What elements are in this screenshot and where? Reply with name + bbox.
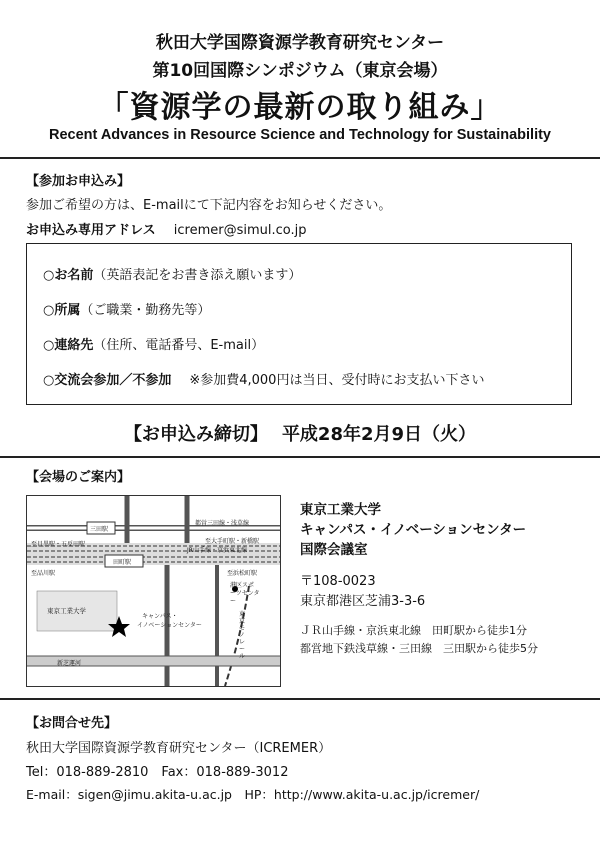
title-english: Recent Advances in Resource Science and Technology for Sustainability	[49, 127, 551, 143]
deadline-date: 平成28年2月9日（火）	[281, 424, 477, 445]
map-label-to-meguro: 至目黒駅・五反田駅	[31, 541, 86, 548]
map-label-titech: 東京工業大学	[47, 607, 86, 615]
form-item-label: ○交流会参加／不参加	[43, 373, 172, 388]
venue-heading: 【会場のご案内】	[26, 470, 131, 485]
contact-tel-fax: Tel：018-889-2810 Fax：018-889-3012	[26, 765, 289, 780]
map-label-to-shinagawa: 至品川駅	[31, 570, 56, 577]
venue-address: 東京都港区芝浦3-3-6	[300, 594, 426, 609]
venue-access-subway: 都営地下鉄浅草線・三田線 三田駅から徒歩5分	[300, 642, 538, 655]
map-label-cic-line2: イノベーションセンター	[137, 622, 202, 629]
form-item-note: ※参加費4,000円は当日、受付時にお支払い下さい	[189, 373, 485, 388]
venue-access-jr: ＪＲ山手線・京浜東北線 田町駅から徒歩1分	[300, 624, 527, 637]
map-label-jr-line: JR山手線・京浜東北線	[187, 547, 247, 554]
contact-org: 秋田大学国際資源学教育研究センター（ICREMER）	[26, 741, 332, 756]
form-item-name	[43, 264, 301, 283]
deadline	[0, 420, 600, 446]
form-item-affiliation	[43, 299, 210, 318]
map-label-tamachi: 田町駅	[113, 559, 132, 566]
form-item-note: （ご職業・勤務先等）	[80, 303, 211, 318]
registration-email-link[interactable]: icremer@simul.co.jp	[173, 223, 307, 238]
map-label-cic-line1: キャンパス・	[142, 613, 178, 620]
form-item-label: ○お名前	[43, 268, 94, 283]
map-label-asakusa-line: 都営三田線・浅草線	[195, 520, 250, 527]
organization-name: 秋田大学国際資源学教育研究センター	[155, 33, 445, 53]
contact-heading: 【お問合せ先】	[26, 716, 118, 731]
form-item-reception	[43, 369, 484, 388]
contact-email-hp[interactable]: E-mail：sigen@jimu.akita-u.ac.jp HP：http://www.akita-u.ac.jp/icremer/	[26, 787, 480, 802]
symposium-name: 第10回国際シンポジウム（東京会場）	[152, 61, 448, 81]
registration-form-box	[26, 243, 572, 405]
form-item-note: （住所、電話番号、E-mail）	[93, 338, 265, 353]
registration-address-row	[26, 219, 307, 238]
venue-divider	[0, 698, 600, 700]
venue-map	[26, 495, 281, 687]
map-label-monorail: 東京モノレール	[239, 611, 246, 660]
map-label-to-daimon: 至大手町駅・新橋駅	[205, 538, 260, 545]
title-japanese: 「資源学の最新の取り組み」	[98, 90, 502, 125]
venue-name: 東京工業大学	[300, 502, 381, 518]
registration-heading: 【参加お申込み】	[26, 174, 131, 189]
map-label-to-hamamatsucho: 至浜松町駅	[227, 570, 258, 577]
deadline-divider	[0, 456, 600, 458]
deadline-label: 【お申込み締切】	[123, 424, 268, 445]
map-label-mita: 三田駅	[90, 526, 109, 533]
venue-postal: 〒108-0023	[300, 574, 376, 589]
venue-room: 国際会議室	[300, 542, 368, 558]
map-label-sports-center: 港区スポーツセンター	[230, 582, 260, 605]
map-label-road: 新芝運河	[57, 660, 82, 667]
registration-instruction: 参加ご希望の方は、E-mailにて下記内容をお知らせください。	[26, 198, 392, 213]
header-divider	[0, 157, 600, 159]
form-item-label: ○所属	[43, 303, 81, 318]
form-item-contact	[43, 334, 264, 353]
venue-building: キャンパス・イノベーションセンター	[300, 522, 527, 538]
form-item-label: ○連絡先	[43, 338, 94, 353]
registration-address-label: お申込み専用アドレス	[26, 223, 156, 238]
form-item-note: （英語表記をお書き添え願います）	[93, 268, 302, 283]
